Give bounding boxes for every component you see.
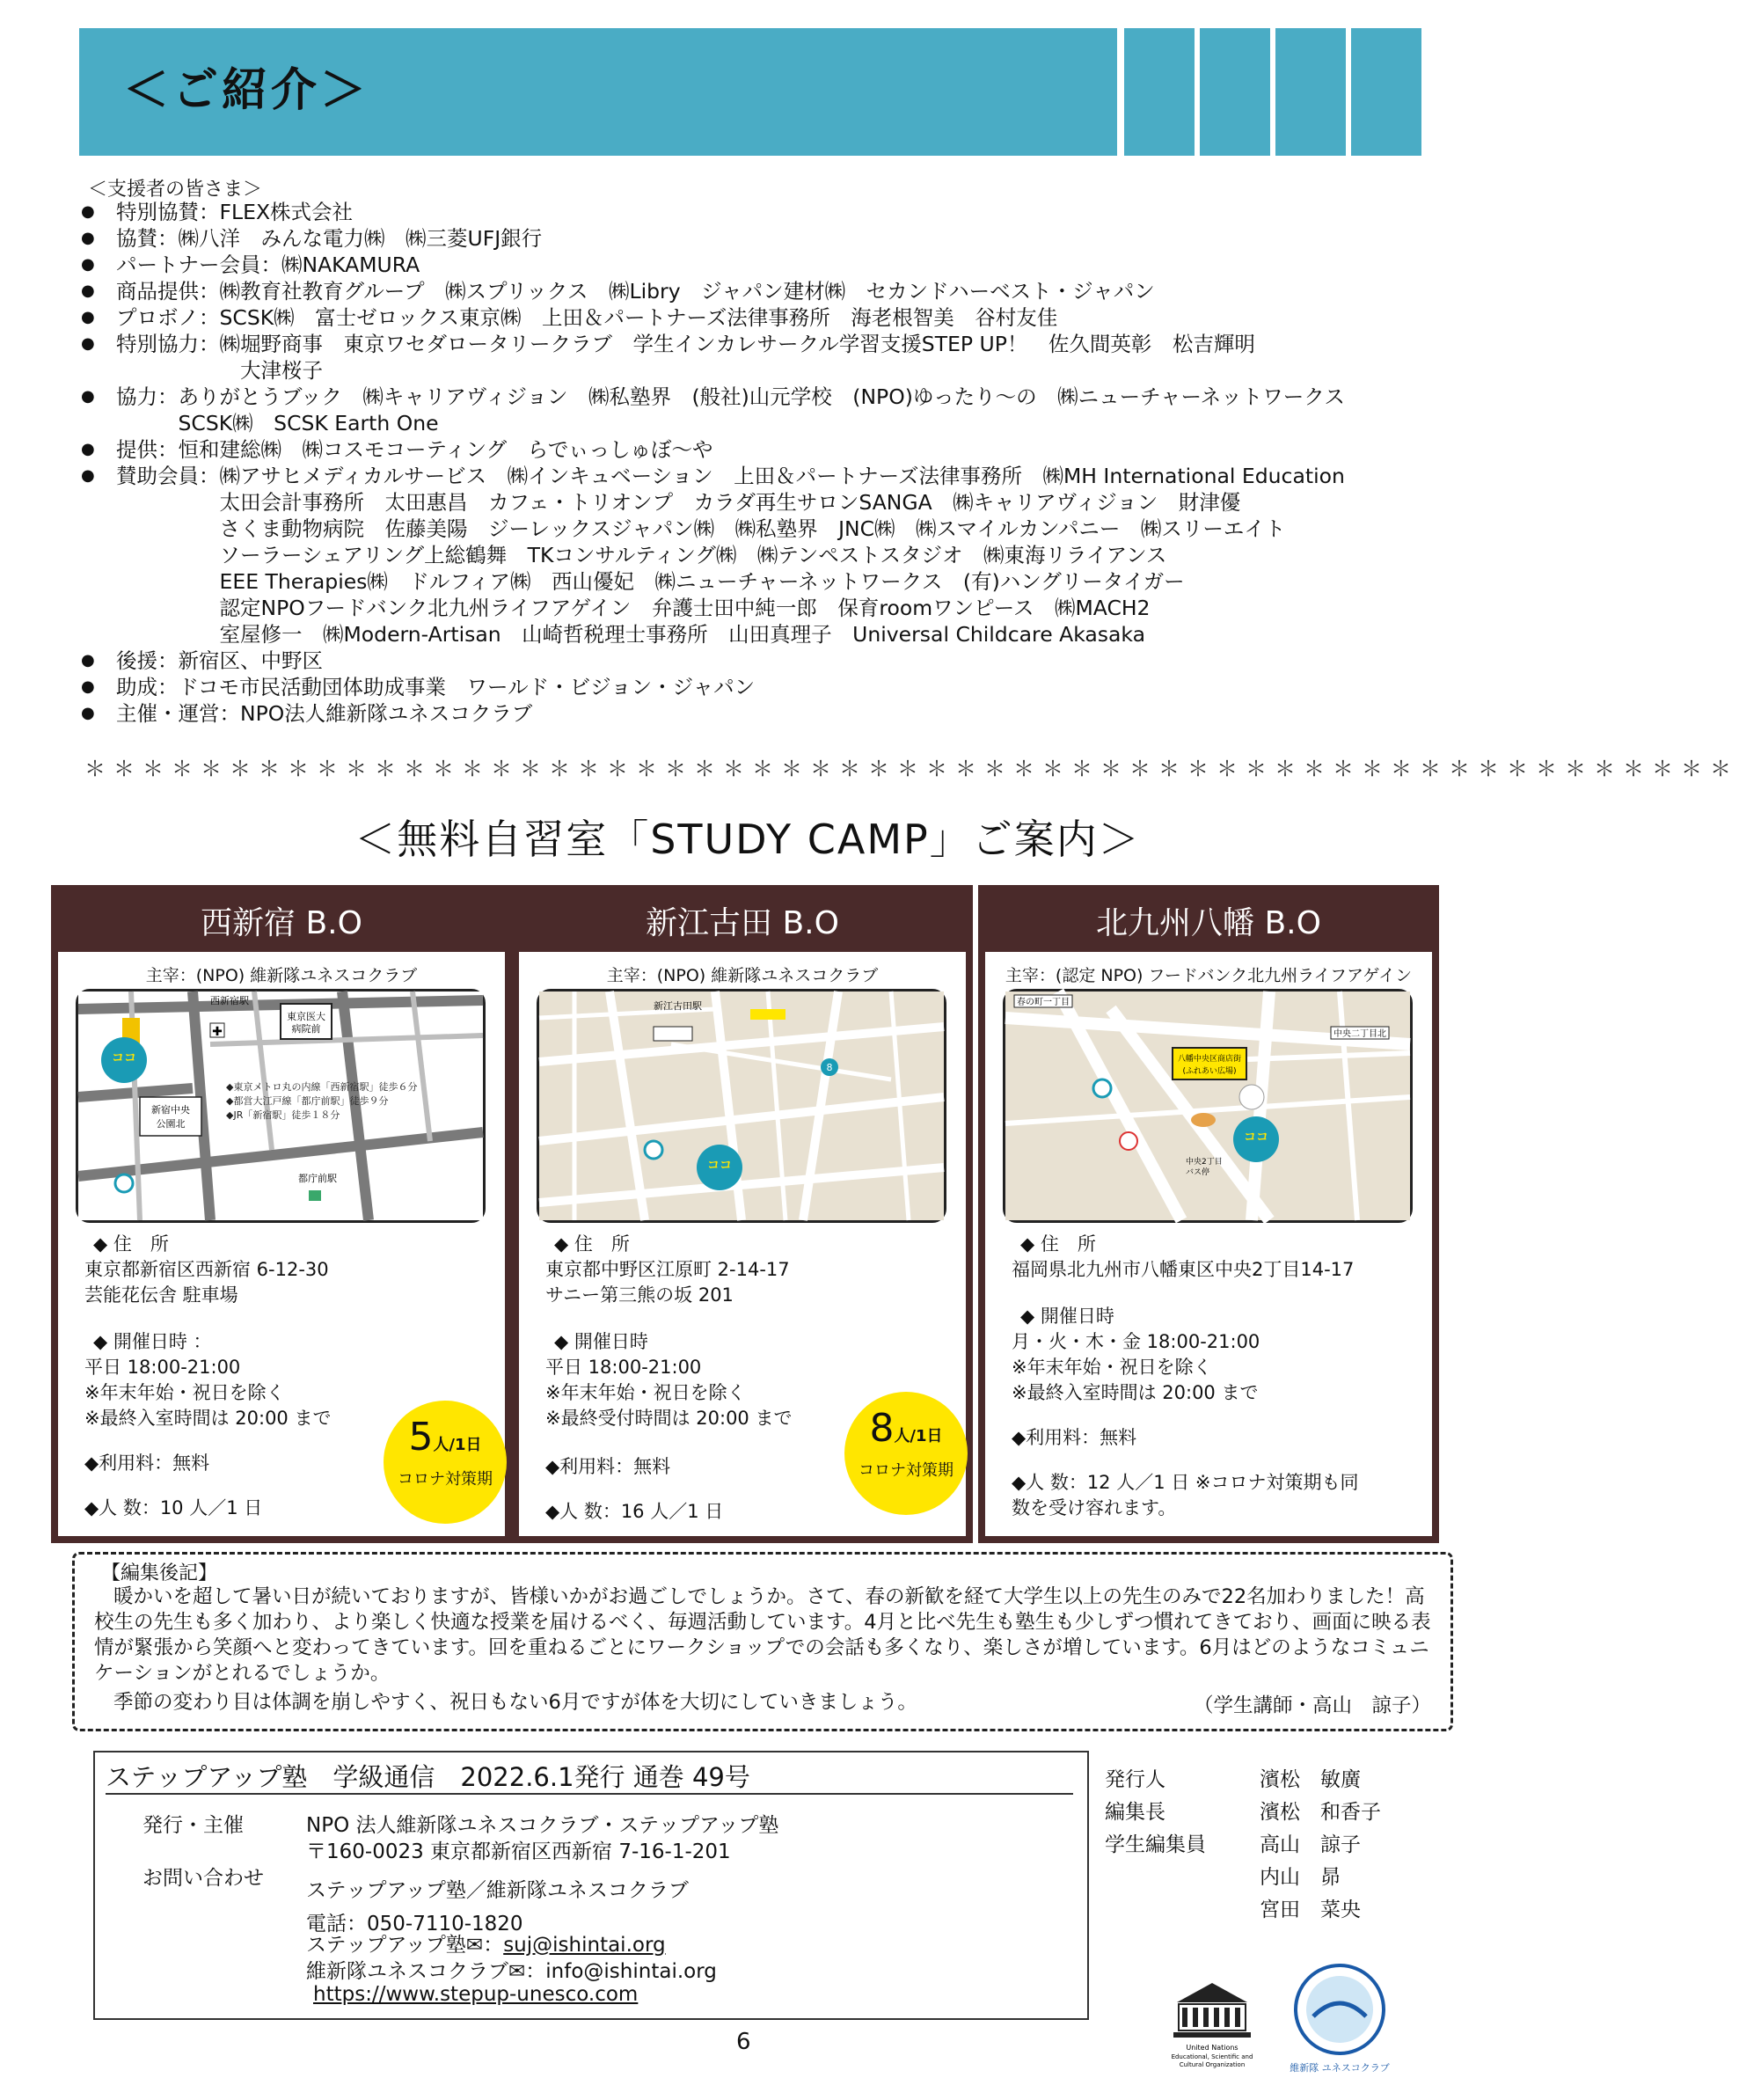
hours-line: 平日 18:00-21:00 xyxy=(84,1357,241,1378)
location-card-shinegota xyxy=(512,885,973,1543)
svg-text:Educational, Scientific and: Educational, Scientific and xyxy=(1171,2053,1253,2060)
hours-line: ※年末年始・祝日を除く xyxy=(1012,1357,1212,1378)
bullet-icon: ● xyxy=(81,308,95,326)
supporter-item xyxy=(81,357,1471,384)
staff-name: 高山 諒子 xyxy=(1260,1833,1361,1856)
staff-role: 編集長 xyxy=(1105,1801,1165,1824)
contact-label: お問い合わせ xyxy=(142,1867,264,1890)
bullet-icon: ● xyxy=(81,704,95,722)
supporters-heading: ＜支援者の皆さま＞ xyxy=(88,179,263,201)
svg-text:8: 8 xyxy=(826,1062,833,1073)
organizer: 主宰：(認定 NPO) フードバンク北九州ライフアゲイン xyxy=(1005,966,1413,985)
staff-role: 発行人 xyxy=(1105,1768,1165,1791)
supporter-item xyxy=(81,199,1471,225)
capacity-badge xyxy=(384,1401,507,1524)
svg-text:ココ: ココ xyxy=(1244,1130,1268,1145)
svg-text:United Nations: United Nations xyxy=(1186,2044,1238,2052)
publisher-label: 発行・主催 xyxy=(142,1814,244,1837)
address-line: 東京都中野区江原町 2-14-17 xyxy=(545,1259,790,1280)
svg-text:東京医大: 東京医大 xyxy=(287,1011,325,1022)
supporter-text: 大津桜子 xyxy=(116,358,323,383)
club-logo xyxy=(1282,1955,1397,2087)
organizer: 主宰：(NPO) 維新隊ユネスコクラブ xyxy=(606,966,879,985)
supporter-text: EEE Therapies㈱ ドルフィア㈱ 西山優妃 ㈱ニューチャーネットワークス (有)ハングリータイガー xyxy=(116,569,1185,594)
supporter-text: パートナー会員：㈱NAKAMURA xyxy=(116,252,420,277)
supporter-text: SCSK㈱ SCSK Earth One xyxy=(116,411,439,435)
badge-number: 5 xyxy=(408,1415,434,1460)
supporter-item xyxy=(81,516,1471,542)
address-label: ◆ 住 所 xyxy=(554,1233,630,1255)
bullet-icon: ● xyxy=(81,440,95,458)
address-line: 東京都新宿区西新宿 6-12-30 xyxy=(84,1259,329,1280)
section-header xyxy=(79,28,1117,156)
bullet-icon xyxy=(81,357,116,384)
header-decor-square xyxy=(1200,28,1270,156)
supporter-item xyxy=(81,331,1471,357)
location-card-kitakyushu xyxy=(978,885,1439,1543)
email-info-link[interactable]: info@ishintai.org xyxy=(545,1960,717,1983)
supporter-item xyxy=(81,489,1471,516)
capacity: ◆人 数：10 人／1 日 xyxy=(84,1497,263,1518)
organizer: 主宰：(NPO) 維新隊ユネスコクラブ xyxy=(145,966,418,985)
editorial-heading: 【編集後記】 xyxy=(101,1562,218,1584)
supporter-item xyxy=(81,410,1471,436)
badge-unit: 人/1日 xyxy=(894,1427,943,1445)
supporter-item xyxy=(81,674,1471,700)
supporter-text: 後援：新宿区、中野区 xyxy=(116,648,323,673)
contact-org: ステップアップ塾／維新隊ユネスコクラブ xyxy=(306,1879,689,1902)
hours-line: ※最終入室時間は 20:00 まで xyxy=(84,1408,332,1429)
header-decor-square xyxy=(1275,28,1346,156)
hours-label: ◆ 開催日時 ： xyxy=(93,1331,212,1352)
staff-role: 学生編集員 xyxy=(1105,1833,1206,1856)
editorial-body: 暖かいを超して暑い日が続いておりますが、皆様いかがお過ごしでしょうか。さて、春の新歓を経て大学生以上の先生のみで22名加わりました！高校生の先生も多く加わり、より楽しく快適な授業を届けるべく、毎週活動しています。4月と比べ先生も塾生も少しずつ慣れてきており、画面に映る表情が緊張から笑顔へと変わってきています。回を重ねるごとにワークショップでの会話も多くなり、楽しさが増しています。6月はどのようなコミュニケーションがとれるでしょうか。 xyxy=(94,1585,1431,1685)
bullet-icon: ● xyxy=(81,334,95,353)
address-line: 福岡県北九州市八幡東区中央2丁目14-17 xyxy=(1012,1259,1355,1280)
svg-text:新宿中央: 新宿中央 xyxy=(151,1104,190,1116)
supporter-item xyxy=(81,436,1471,463)
svg-text:ココ: ココ xyxy=(112,1051,136,1065)
email-suj-link[interactable]: suj@ishintai.org xyxy=(503,1934,666,1957)
address-line: 芸能花伝舎 駐車場 xyxy=(84,1284,238,1306)
bullet-icon: ● xyxy=(81,282,95,300)
hours-line: 平日 18:00-21:00 xyxy=(545,1357,702,1378)
editorial-body-2: 季節の変わり目は体調を崩しやすく、祝日もない6月ですが体を大切にしていきましょう。 xyxy=(113,1691,917,1714)
map-shinegota xyxy=(537,989,946,1223)
badge-subtitle: コロナ対策期 xyxy=(859,1461,954,1480)
svg-text:バス停: バス停 xyxy=(1186,1168,1210,1177)
svg-text:中央2丁目: 中央2丁目 xyxy=(1186,1158,1223,1167)
location-name: 北九州八幡 B.O xyxy=(1096,905,1321,941)
hours-line: ※最終入室時間は 20:00 まで xyxy=(1012,1382,1259,1403)
hours-label: ◆ 開催日時 xyxy=(1020,1306,1114,1327)
supporter-item xyxy=(81,384,1471,410)
bullet-icon xyxy=(81,489,116,516)
bullet-icon: ● xyxy=(81,387,95,406)
email-info-label: 維新隊ユネスコクラブ✉： xyxy=(306,1960,546,1983)
divider: ＊＊＊＊＊＊＊＊＊＊＊＊＊＊＊＊＊＊＊＊＊＊＊＊＊＊＊＊＊＊＊＊＊＊＊＊＊＊＊＊＊＊＊＊＊＊＊＊＊＊＊＊＊＊＊＊＊ xyxy=(84,757,1739,781)
badge-subtitle: コロナ対策期 xyxy=(398,1470,493,1489)
svg-text:ココ: ココ xyxy=(707,1159,732,1173)
supporter-item xyxy=(81,568,1471,595)
address-label: ◆ 住 所 xyxy=(93,1233,169,1255)
svg-text:八幡中央区商店街: 八幡中央区商店街 xyxy=(1177,1055,1242,1064)
bullet-icon xyxy=(81,568,116,595)
hours-line: 月・火・木・金 18:00-21:00 xyxy=(1012,1331,1260,1352)
page-number: 6 xyxy=(736,2029,751,2055)
svg-text:(ふれあい広場): (ふれあい広場) xyxy=(1182,1067,1237,1076)
bullet-icon: ● xyxy=(81,466,95,485)
editorial-box xyxy=(72,1552,1453,1731)
supporter-text: 主催・運営：NPO法人維新隊ユネスコクラブ xyxy=(116,701,533,726)
header-decor-square xyxy=(1124,28,1195,156)
hours-line: ※最終受付時間は 20:00 まで xyxy=(545,1408,793,1429)
staff-name: 内山 昴 xyxy=(1260,1866,1341,1889)
email-info xyxy=(306,1955,717,1984)
supporter-text: 賛助会員：㈱アサヒメディカルサービス ㈱インキュベーション 上田＆パートナーズ法律事務所 ㈱MH International Education xyxy=(116,464,1345,488)
supporters-list xyxy=(81,199,1471,727)
badge-unit: 人/1日 xyxy=(433,1436,482,1454)
supporter-item xyxy=(81,621,1471,648)
svg-text:中央二丁目北: 中央二丁目北 xyxy=(1333,1029,1386,1039)
capacity: ◆人 数：16 人／1 日 xyxy=(545,1501,724,1522)
bullet-icon xyxy=(81,410,116,436)
unesco-logo xyxy=(1159,1976,1265,2082)
capacity-badge xyxy=(844,1392,968,1515)
supporter-item xyxy=(81,278,1471,304)
header-decor-square xyxy=(1351,28,1421,156)
svg-text:✚: ✚ xyxy=(212,1025,223,1039)
supporter-text: 協力：ありがとうブック ㈱キャリアヴィジョン ㈱私塾界 (般社)山元学校 (NPO)ゆったり～の ㈱ニューチャーネットワークス xyxy=(116,384,1346,409)
svg-text:◆東京メトロ丸の内線「西新宿駅」徒歩６分: ◆東京メトロ丸の内線「西新宿駅」徒歩６分 xyxy=(226,1081,418,1093)
info-kitakyushu xyxy=(1012,1232,1414,1521)
supporter-text: 認定NPOフードバンク北九州ライフアゲイン 弁護士田中純一郎 保育roomワンピース ㈱MACH2 xyxy=(116,596,1151,620)
address-label: ◆ 住 所 xyxy=(1020,1233,1096,1255)
hours-line: ※年末年始・祝日を除く xyxy=(84,1382,285,1403)
fee: ◆利用料：無料 xyxy=(84,1452,210,1474)
bullet-icon: ● xyxy=(81,202,95,221)
supporter-text: 提供：恒和建総㈱ ㈱コスモコーティング らでぃっしゅぼ～や xyxy=(116,437,713,462)
bullet-icon xyxy=(81,595,116,621)
supporter-text: 協賛：㈱八洋 みんな電力㈱ ㈱三菱UFJ銀行 xyxy=(116,226,543,251)
supporter-text: 商品提供：㈱教育社教育グループ ㈱スプリックス ㈱Libry ジャパン建材㈱ セカンドハーベスト・ジャパン xyxy=(116,279,1155,304)
svg-text:都庁前駅: 都庁前駅 xyxy=(298,1173,337,1184)
supporter-item xyxy=(81,595,1471,621)
supporter-item xyxy=(81,542,1471,568)
publication-info xyxy=(93,1751,1089,2020)
svg-text:◆JR「新宿駅」徒歩１８分: ◆JR「新宿駅」徒歩１８分 xyxy=(226,1109,340,1121)
supporter-text: さくま動物病院 佐藤美陽 ジーレックスジャパン㈱ ㈱私塾界 JNC㈱ ㈱スマイルカンパニー ㈱スリーエイト xyxy=(116,516,1286,541)
supporter-text: 特別協賛：FLEX株式会社 xyxy=(116,200,354,224)
capacity: ◆人 数：12 人／1 日 ※コロナ対策期も同 xyxy=(1012,1472,1359,1493)
staff-name: 宮田 菜央 xyxy=(1260,1899,1361,1921)
location-card-nishishinjuku xyxy=(51,885,512,1543)
svg-text:維新隊 ユネスコクラブ: 維新隊 ユネスコクラブ xyxy=(1290,2062,1390,2074)
map-kitakyushu xyxy=(1003,989,1413,1223)
fee: ◆利用料：無料 xyxy=(1012,1427,1137,1448)
supporter-text: 太田会計事務所 太田惠昌 カフェ・トリオンプ カラダ再生サロンSANGA ㈱キャリアヴィジョン 財津優 xyxy=(116,490,1241,515)
hours-line: ※年末年始・祝日を除く xyxy=(545,1382,746,1403)
section-title: ＜ご紹介＞ xyxy=(123,64,370,117)
staff-name: 濱松 敏廣 xyxy=(1260,1768,1361,1791)
location-name: 西新宿 B.O xyxy=(201,905,362,941)
bullet-icon xyxy=(81,621,116,648)
map-nishishinjuku xyxy=(76,989,486,1223)
hours-label: ◆ 開催日時 xyxy=(554,1331,648,1352)
editorial-signature: （学生講師・高山 諒子） xyxy=(1193,1694,1431,1717)
supporter-item xyxy=(81,225,1471,252)
supporter-item xyxy=(81,252,1471,278)
bullet-icon: ● xyxy=(81,255,95,274)
bullet-icon xyxy=(81,516,116,542)
svg-text:公園北: 公園北 xyxy=(156,1118,186,1130)
supporter-text: 助成：ドコモ市民活動団体助成事業 ワールド・ビジョン・ジャパン xyxy=(116,675,756,699)
supporter-item xyxy=(81,463,1471,489)
svg-text:春の町一丁目: 春の町一丁目 xyxy=(1017,998,1070,1007)
badge-number: 8 xyxy=(869,1406,895,1451)
website-link[interactable]: https://www.stepup-unesco.com xyxy=(313,1983,639,2006)
bullet-icon xyxy=(81,542,116,568)
capacity-note: 数を受け容れます。 xyxy=(1012,1497,1177,1518)
email-suj xyxy=(306,1928,666,1957)
supporter-text: ソーラーシェアリング上総鶴舞 TKコンサルティング㈱ ㈱テンペストスタジオ ㈱東海リライアンス xyxy=(116,543,1167,567)
svg-text:Cultural Organization: Cultural Organization xyxy=(1179,2061,1246,2068)
supporter-text: 特別協力：㈱堀野商事 東京ワセダロータリークラブ 学生インカレサークル学習支援STEP UP！ 佐久間英彰 松吉輝明 xyxy=(116,332,1255,356)
phone: 電話：050-7110-1820 xyxy=(306,1913,523,1935)
study-camp-title: ＜無料自習室「STUDY CAMP」ご案内＞ xyxy=(354,816,1141,863)
location-name: 新江古田 B.O xyxy=(646,905,839,941)
address: 〒160-0023 東京都新宿区西新宿 7-16-1-201 xyxy=(306,1840,731,1863)
address-line: サニー第三熊の坂 201 xyxy=(545,1284,734,1306)
email-suj-label: ステップアップ塾✉： xyxy=(306,1934,504,1957)
supporter-item xyxy=(81,304,1471,331)
bullet-icon: ● xyxy=(81,677,95,696)
fee: ◆利用料：無料 xyxy=(545,1456,671,1477)
newsletter-title: ステップアップ塾 学級通信 2022.6.1発行 通巻 49号 xyxy=(106,1762,750,1792)
publisher: NPO 法人維新隊ユネスコクラブ・ステップアップ塾 xyxy=(306,1814,779,1837)
svg-text:◆都営大江戸線「都庁前駅」徒歩９分: ◆都営大江戸線「都庁前駅」徒歩９分 xyxy=(226,1095,389,1107)
supporter-text: プロボノ：SCSK㈱ 富士ゼロックス東京㈱ 上田＆パートナーズ法律事務所 海老根智美 谷村友佳 xyxy=(116,305,1058,330)
staff-name: 濱松 和香子 xyxy=(1260,1801,1381,1824)
svg-text:病院前: 病院前 xyxy=(291,1023,321,1035)
bullet-icon: ● xyxy=(81,651,95,670)
supporter-item xyxy=(81,648,1471,674)
svg-text:新江古田駅: 新江古田駅 xyxy=(654,1000,702,1012)
svg-text:西新宿駅: 西新宿駅 xyxy=(210,995,249,1006)
supporter-item xyxy=(81,700,1471,727)
supporter-text: 室屋修一 ㈱Modern-Artisan 山崎哲税理士事務所 山田真理子 Universal Childcare Akasaka xyxy=(116,622,1146,647)
bullet-icon: ● xyxy=(81,229,95,247)
